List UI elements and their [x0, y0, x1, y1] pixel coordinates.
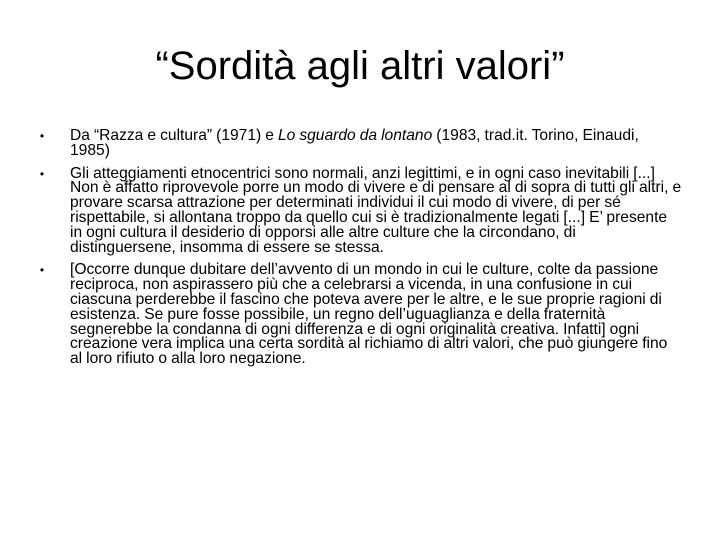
- bullet-text-part: Da “Razza e cultura” (1971) e: [70, 127, 278, 144]
- book-title: Lo sguardo da lontano: [277, 127, 433, 144]
- bullet-icon: •: [39, 263, 45, 278]
- bullet-text: Gli atteggiamenti etnocentrici sono normali, anzi legittimi, e in ogni caso inevitabili [...] Non è affatto riprovevole porre un modo di vivere e di pensare al di sopra di tutti gli altri, e provare scarsa attrazione per determinati individui il cui modo di vivere, di per sé rispettabile, si allontana troppo da quello cui si è tradizionalmente legati [...] E’ presente in ogni cultura il desiderio di opporsi alle altre culture che la circondano, di distinguersene, insomma di essere se stessa.: [70, 164, 682, 256]
- bullet-item: [40, 263, 682, 367]
- bullet-item: [39, 164, 682, 256]
- bullet-text: [Occorre dunque dubitare dell’avvento di un mondo in cui le culture, colte da passione reciproca, non aspirassero più che a celebrarsi a vicenda, in una confusione in cui ciascuna perderebbe il fascino che poteva avere per le altre, e le sue proprie ragioni di esistenza. Se pure fosse possibile, un regno dell’uguaglianza e della fraternità segnerebbe la condanna di ogni differenza e di ogni originalità creativa. Infatti] ogni creazione vera implica una certa sordità al richiamo di altri valori, che può giungere fino al loro rifiuto o alla loro negazione.: [70, 261, 668, 368]
- bullet-list: [40, 129, 682, 375]
- bullet-item: [40, 129, 682, 159]
- bullet-text-part: (1983, trad.it. Torino, Einaudi, 1985): [70, 127, 639, 159]
- bullet-icon: •: [39, 129, 45, 143]
- bullet-icon: •: [39, 166, 45, 181]
- slide-title: “Sordità agli altri valori”: [155, 44, 565, 88]
- bullet-text: [70, 129, 682, 159]
